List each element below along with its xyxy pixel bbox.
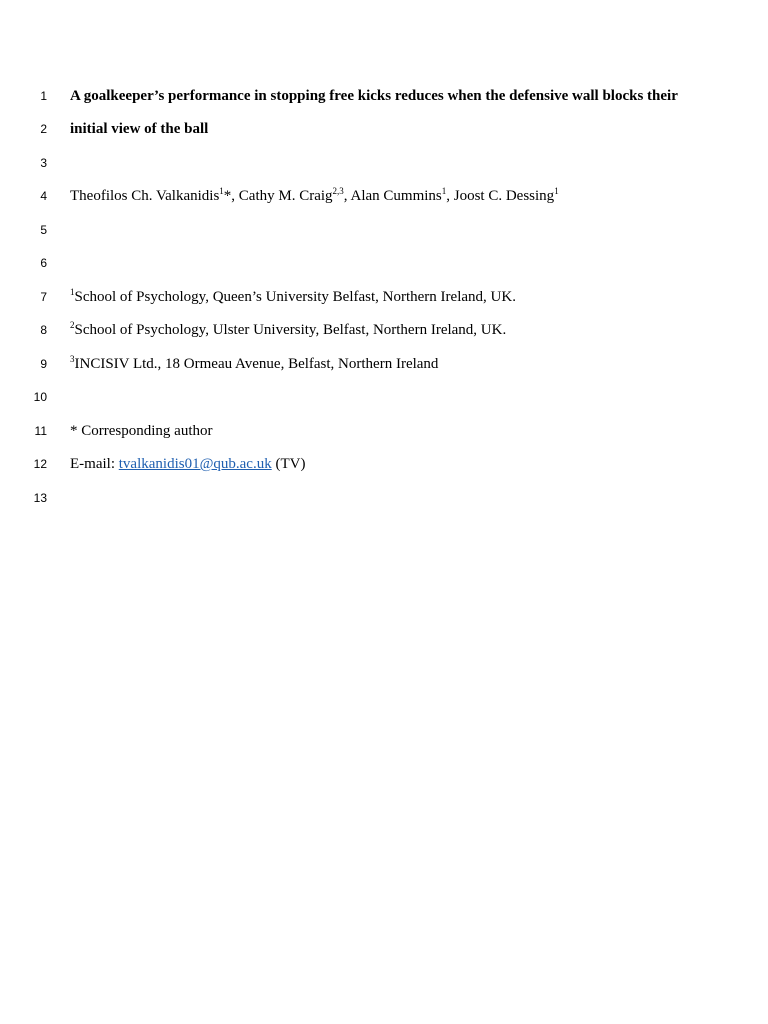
affiliation-2 [70,321,506,339]
affiliation-1 [70,288,516,306]
author-affiliation-mark: 1 [554,186,559,196]
line-number: 12 [33,457,47,471]
line-number: 2 [40,122,47,136]
line-number: 3 [40,156,47,170]
affiliation-text: School of Psychology, Ulster University, Belfast, Northern Ireland, UK. [74,322,507,338]
line-number: 9 [40,357,47,371]
affiliation-text: School of Psychology, Queen’s University Belfast, Northern Ireland, UK. [74,289,516,305]
author-name: Joost C. Dessing [453,188,555,204]
author-affiliation-mark: 1 [441,186,447,196]
line-number: 11 [34,424,47,438]
affiliation-text: INCISIV Ltd., 18 Ormeau Avenue, Belfast, Northern Ireland [74,356,439,372]
line-number: 1 [40,89,47,103]
author-affiliation-mark: 2,3 [332,186,344,196]
line-number: 10 [33,390,47,404]
author-name: Cathy M. Craig [238,188,333,204]
affiliation-number: 3 [70,354,75,364]
affiliation-number: 1 [70,287,75,297]
author-separator: , [343,188,351,204]
affiliation-3 [70,355,438,373]
author-list [70,187,559,205]
affiliation-number: 2 [70,320,75,330]
paper-title-line-2: initial view of the ball [70,121,209,137]
email-suffix: (TV) [271,456,306,472]
line-number: 6 [40,256,47,270]
email-prefix: E-mail: [70,456,119,472]
email-link[interactable]: tvalkanidis01@qub.ac.uk [118,456,272,472]
author-name: Alan Cummins [350,188,442,204]
author-separator: *, [223,188,239,204]
line-number: 13 [33,491,47,505]
email-line [70,455,305,473]
corresponding-author-label: * Corresponding author [70,423,213,439]
line-number: 5 [40,223,47,237]
author-affiliation-mark: 1 [219,186,224,196]
line-number: 7 [40,290,47,304]
author-name: Theofilos Ch. Valkanidis [70,188,220,204]
author-separator: , [446,188,454,204]
line-number: 4 [40,189,47,203]
paper-title-line-1: A goalkeeper’s performance in stopping free kicks reduces when the defensive wall blocks their [70,88,678,104]
line-number: 8 [40,323,47,337]
